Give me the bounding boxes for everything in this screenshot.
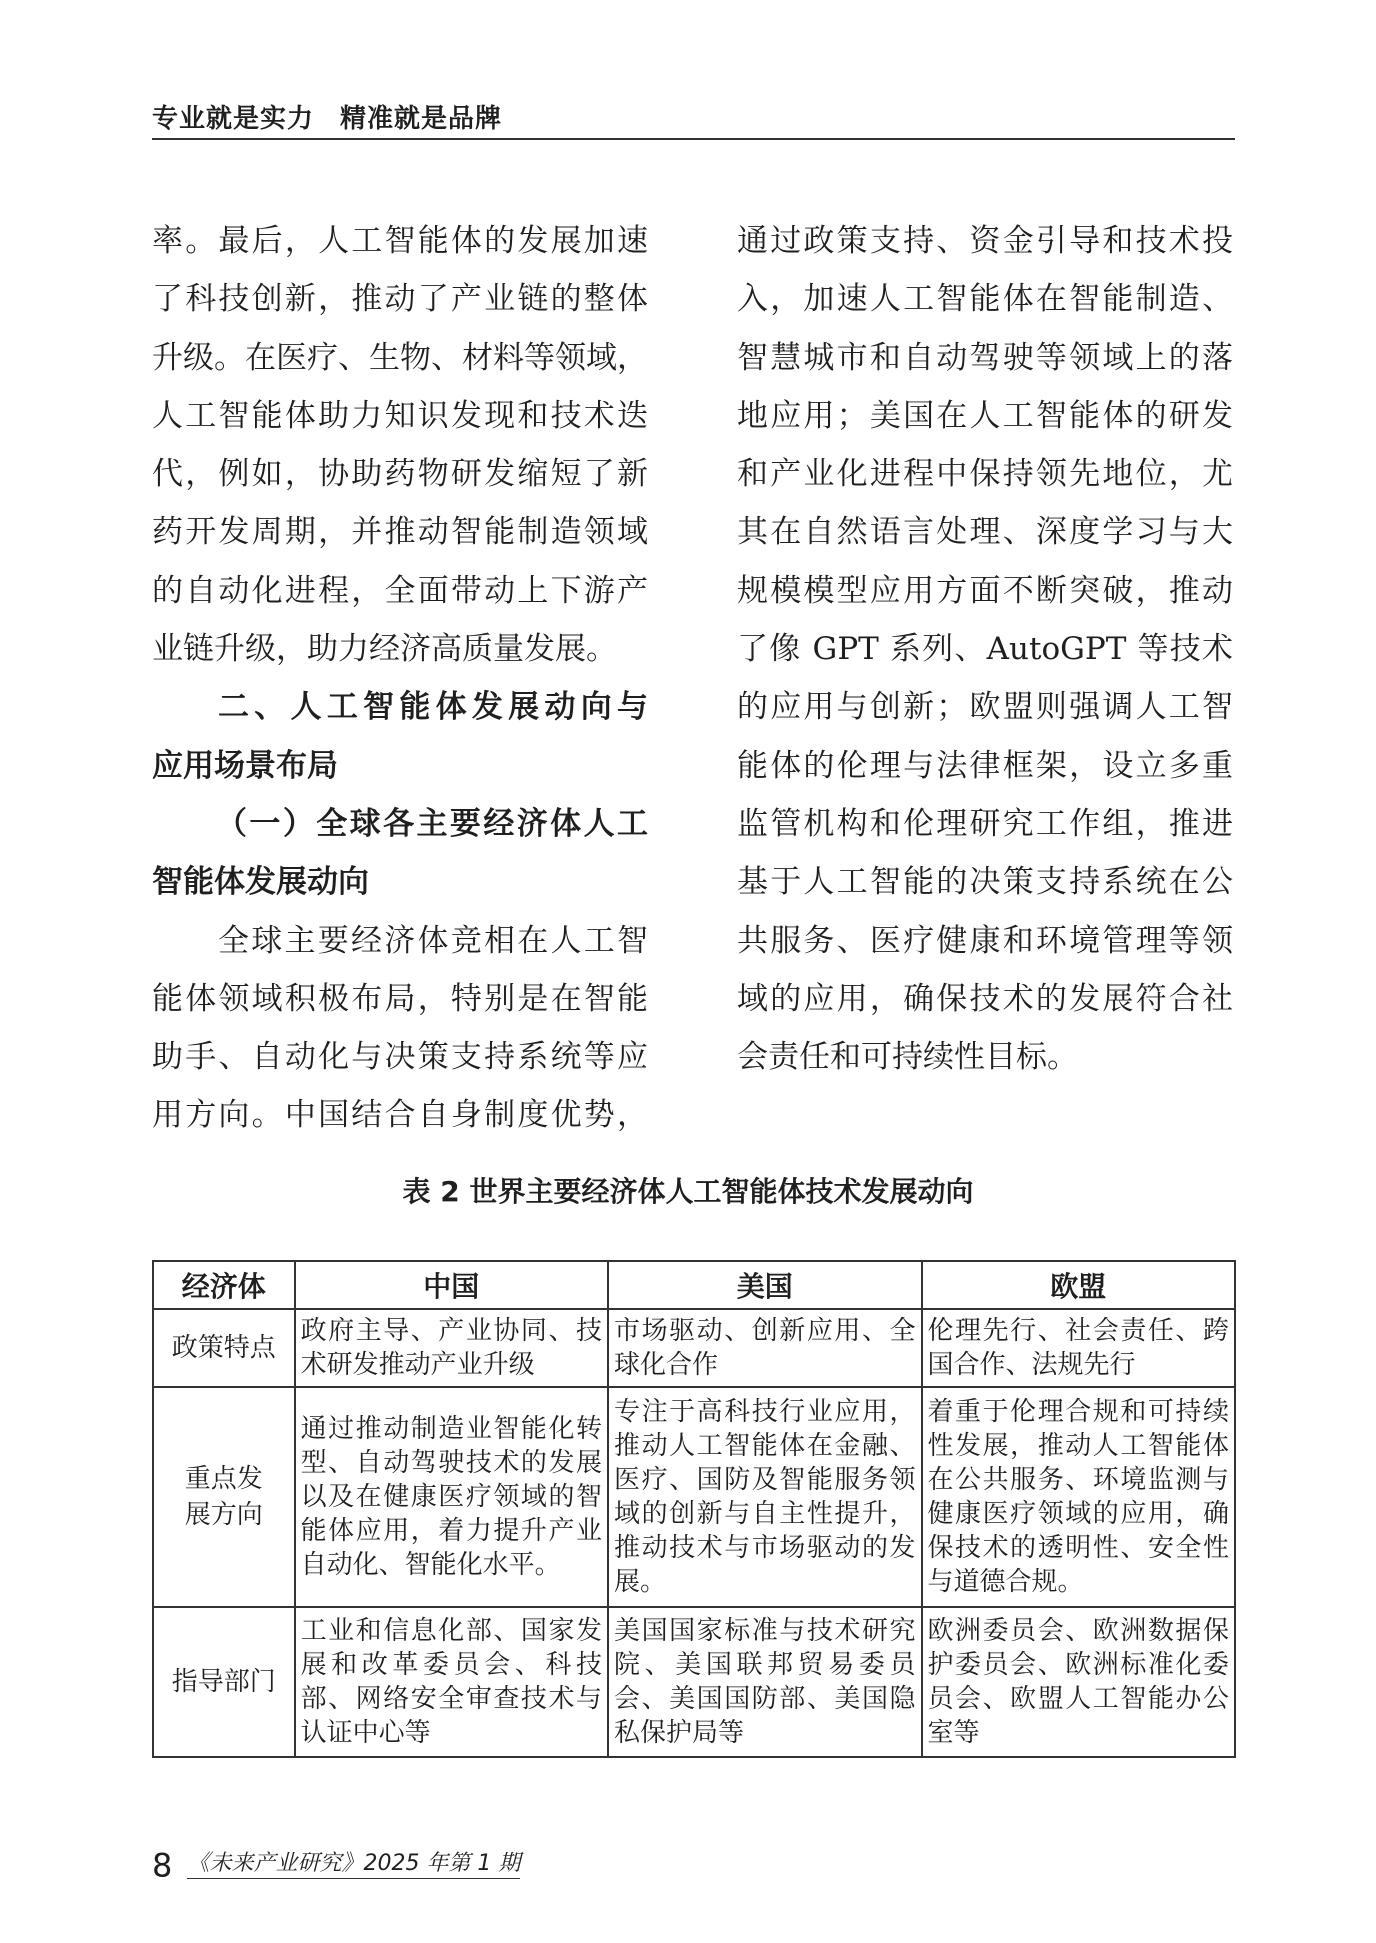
page-footer	[152, 1846, 520, 1885]
slogan-right: 精准就是品牌	[340, 104, 503, 134]
right-column	[737, 212, 1233, 1086]
table-row	[153, 1607, 1235, 1757]
body-line: 率。最后，人工智能体的发展加速	[152, 223, 648, 259]
section-heading: 二、人工智能体发展动向与	[218, 689, 648, 726]
section-heading: 应用场景布局	[152, 747, 338, 784]
body-line: 业链升级，助力经济高质量发展。	[152, 631, 617, 668]
header-divider	[152, 138, 1235, 140]
header-slogan	[152, 98, 528, 135]
body-line: 了科技创新，推动了产业链的整体	[152, 281, 648, 318]
body-line: 域的应用，确保技术的发展符合社	[737, 980, 1233, 1017]
body-line: 会责任和可持续性目标。	[737, 1039, 1078, 1076]
table-header-row	[153, 1261, 1235, 1309]
body-line: 共服务、医疗健康和环境管理等领	[737, 922, 1233, 959]
table-header-cell: 美国	[608, 1261, 921, 1309]
row-label: 重点发展方向	[184, 1464, 263, 1530]
body-line: 用方向。中国结合自身制度优势，	[152, 1097, 648, 1134]
body-line: 通过政策支持、资金引导和技术投	[737, 223, 1233, 259]
body-line: 全球主要经济体竞相在人工智	[218, 922, 648, 959]
body-line: 了像 GPT 系列、AutoGPT 等技术	[737, 631, 1233, 668]
slogan-left: 专业就是实力	[152, 104, 315, 134]
table-cell: 欧洲委员会、欧洲数据保护委员会、欧洲标准化委员会、欧盟人工智能办公室等	[922, 1607, 1236, 1757]
table-row	[153, 1309, 1235, 1387]
body-line: 人工智能体助力知识发现和技术迭	[152, 397, 648, 434]
table-header-cell: 欧盟	[922, 1261, 1236, 1309]
body-line: 代，例如，协助药物研发缩短了新	[152, 456, 648, 493]
table-cell: 伦理先行、社会责任、跨国合作、法规先行	[922, 1309, 1236, 1387]
table-cell: 政府主导、产业协同、技术研发推动产业升级	[295, 1309, 608, 1387]
table-cell: 美国国家标准与技术研究院、美国联邦贸易委员会、美国国防部、美国隐私保护局等	[608, 1607, 921, 1757]
journal-title: 《未来产业研究》2025 年第 1 期	[187, 1851, 520, 1879]
table-header-cell: 中国	[295, 1261, 608, 1309]
body-line: 助手、自动化与决策支持系统等应	[152, 1039, 648, 1076]
table-row	[153, 1387, 1235, 1607]
subsection-heading: （一）全球各主要经济体人工	[216, 805, 648, 842]
table-cell: 着重于伦理合规和可持续性发展，推动人工智能体在公共服务、环境监测与健康医疗领域的应用，确保技术的透明性、安全性与道德合规。	[922, 1387, 1236, 1607]
table-header-cell: 经济体	[153, 1261, 295, 1309]
body-line: 和产业化进程中保持领先地位，尤	[737, 456, 1233, 493]
body-line: 监管机构和伦理研究工作组，推进	[737, 805, 1233, 842]
body-line: 基于人工智能的决策支持系统在公	[737, 864, 1233, 901]
row-label: 指导部门	[153, 1607, 295, 1757]
body-line: 药开发周期，并推动智能制造领域	[152, 514, 648, 551]
comparison-table	[152, 1260, 1236, 1758]
body-line: 的自动化进程，全面带动上下游产	[152, 572, 648, 609]
table-cell: 通过推动制造业智能化转型、自动驾驶技术的发展以及在健康医疗领域的智能体应用，着力提升产业自动化、智能化水平。	[295, 1387, 608, 1607]
row-label: 政策特点	[153, 1309, 295, 1387]
table-cell: 工业和信息化部、国家发展和改革委员会、科技部、网络安全审查技术与认证中心等	[295, 1607, 608, 1757]
body-line: 其在自然语言处理、深度学习与大	[737, 514, 1233, 551]
body-line: 的应用与创新；欧盟则强调人工智	[737, 689, 1233, 726]
body-line: 能体领域积极布局，特别是在智能	[152, 980, 648, 1017]
body-line: 规模模型应用方面不断突破，推动	[737, 572, 1233, 609]
left-column	[152, 212, 648, 1145]
body-line: 地应用；美国在人工智能体的研发	[737, 397, 1233, 434]
body-line: 入，加速人工智能体在智能制造、	[737, 281, 1233, 318]
body-line: 升级。在医疗、生物、材料等领域，	[152, 339, 648, 376]
table-cell: 市场驱动、创新应用、全球化合作	[608, 1309, 921, 1387]
body-line: 能体的伦理与法律框架，设立多重	[737, 747, 1233, 784]
subsection-heading: 智能体发展动向	[152, 864, 369, 901]
table-caption: 表 2 世界主要经济体人工智能体技术发展动向	[402, 1175, 974, 1208]
body-line: 智慧城市和自动驾驶等领域上的落	[737, 339, 1233, 376]
table-cell: 专注于高科技行业应用，推动人工智能体在金融、医疗、国防及智能服务领域的创新与自主性提升，推动技术与市场驱动的发展。	[608, 1387, 921, 1607]
page-number: 8	[152, 1846, 173, 1885]
